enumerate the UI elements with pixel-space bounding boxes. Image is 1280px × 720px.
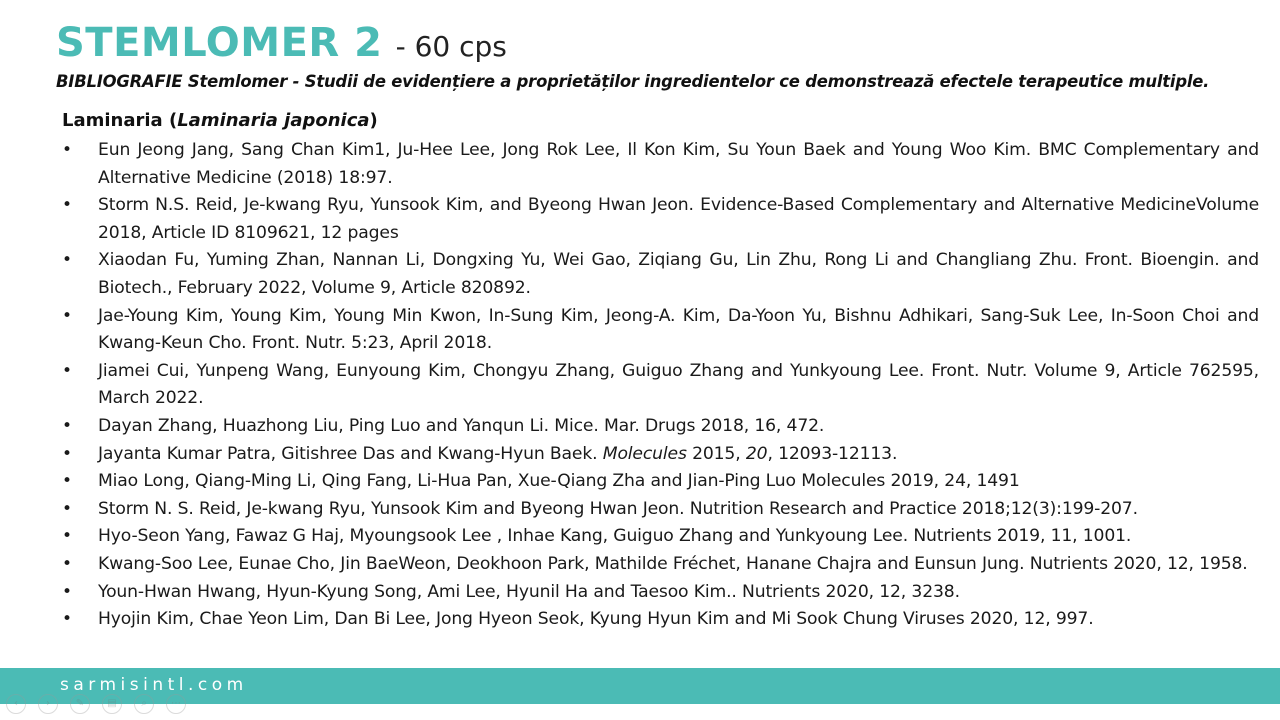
bullet-icon: • [62,609,72,630]
reference-text: Xiaodan Fu, Yuming Zhan, Nannan Li, Dongxing Yu, Wei Gao, Ziqiang Gu, Lin Zhu, Rong Li and Changliang Zhu. Front. Bioengin. and Biotech., February 2022, Volume 9, Article 820892. [98,250,1259,298]
reference-text: Storm N.S. Reid, Je-kwang Ryu, Yunsook Kim, and Byeong Hwan Jeon. Evidence-Based Complementary and Alternative MedicineVolume 2018, Article ID 8109621, 12 pages [98,195,1259,243]
reference-pages: , 12093-12113. [767,443,898,464]
reference-text: Miao Long, Qiang-Ming Li, Qing Fang, Li-Hua Pan, Xue-Qiang Zha and Jian-Ping Luo Molecules 2019, 24, 1491 [98,471,1020,492]
reference-item [62,137,1259,192]
reference-text: Hyojin Kim, Chae Yeon Lim, Dan Bi Lee, Jong Hyeon Seok, Kyung Hyun Kim and Mi Sook Chung Viruses 2020, 12, 997. [98,609,1094,630]
bullet-icon: • [62,526,72,547]
bullet-icon: • [62,498,72,519]
bullet-icon: • [62,471,72,492]
reference-text: Hyo-Seon Yang, Fawaz G Haj, Myoungsook Lee , Inhae Kang, Guiguo Zhang and Yunkyoung Lee. Nutrients 2019, 11, 1001. [98,526,1132,547]
zoom-icon[interactable]: ⌕ [134,694,154,714]
bullet-icon: • [62,140,72,160]
reference-text: Jiamei Cui, Yunpeng Wang, Eunyoung Kim, Chongyu Zhang, Guiguo Zhang and Yunkyoung Lee. Front. Nutr. Volume 9, Article 762595, March 2022. [98,360,1259,409]
page-title-suffix: - 60 cps [395,30,507,63]
reference-item [62,247,1259,302]
reference-item [62,441,1259,469]
prev-icon[interactable]: ‹ [6,694,26,714]
bullet-icon: • [62,360,72,381]
bullet-icon: • [62,553,72,574]
reference-text: Youn-Hwan Hwang, Hyun-Kyung Song, Ami Lee, Hyunil Ha and Taesoo Kim.. Nutrients 2020, 12, 3238. [98,581,960,602]
more-icon[interactable]: ⋯ [166,694,186,714]
reference-year: 2015, [686,443,746,464]
bibliography-subtitle: BIBLIOGRAFIE Stemlomer - Studii de evidențiere a proprietăților ingredientelor ce demonstrează efectele terapeutice multiple. [56,72,1210,91]
slideshow-controls [6,694,186,714]
reference-list [62,137,1259,634]
reference-journal: Molecules [602,443,687,464]
reference-item [62,551,1259,579]
bullet-icon: • [62,581,72,602]
reference-item [62,358,1259,413]
page-title-row [56,20,507,66]
page-title: STEMLOMER 2 [56,20,383,66]
reference-item [62,413,1259,441]
reference-text: Dayan Zhang, Huazhong Liu, Ping Luo and Yanqun Li. Mice. Mar. Drugs 2018, 16, 472. [98,415,825,436]
reference-text: Jayanta Kumar Patra, Gitishree Das and Kwang-Hyun Baek. [98,443,603,464]
reference-text: Storm N. S. Reid, Je-kwang Ryu, Yunsook Kim and Byeong Hwan Jeon. Nutrition Research and Practice 2018;12(3):199-207. [98,498,1138,519]
reference-text: Kwang-Soo Lee, Eunae Cho, Jin BaeWeon, Deokhoon Park, Mathilde Fréchet, Hanane Chajra and Eunsun Jung. Nutrients 2020, 12, 1958. [98,553,1248,574]
reference-item [62,303,1259,358]
section-heading-prefix: Laminaria ( [62,110,178,131]
next-icon[interactable]: › [38,694,58,714]
reference-text: Eun Jeong Jang, Sang Chan Kim1, Ju-Hee Lee, Jong Rok Lee, Il Kon Kim, Su Youn Baek and Young Woo Kim. BMC Complementary and Alternative Medicine (2018) 18:97. [98,140,1259,188]
bullet-icon: • [62,415,72,436]
reference-text: Jae-Young Kim, Young Kim, Young Min Kwon, In-Sung Kim, Jeong-A. Kim, Da-Yoon Yu, Bishnu Adhikari, Sang-Suk Lee, In-Soon Choi and Kwang-Keun Cho. Front. Nutr. 5:23, April 2018. [98,305,1259,354]
reference-item [62,579,1259,607]
bullet-icon: • [62,443,72,464]
bullet-icon: • [62,305,72,326]
bullet-icon: • [62,250,72,271]
pen-icon[interactable]: ✎ [70,694,90,714]
reference-item [62,523,1259,551]
section-heading-suffix: ) [369,110,378,131]
footer-website: sarmisintl.com [60,675,248,695]
reference-volume: 20 [745,443,768,464]
bullet-icon: • [62,195,72,216]
section-heading-latin-name: Laminaria japonica [177,110,370,131]
reference-item [62,606,1259,634]
section-heading [62,110,378,131]
reference-item [62,468,1259,496]
reference-item [62,192,1259,247]
footer-bar [0,668,1280,704]
slides-icon[interactable]: ▤ [102,694,122,714]
reference-item [62,496,1259,524]
